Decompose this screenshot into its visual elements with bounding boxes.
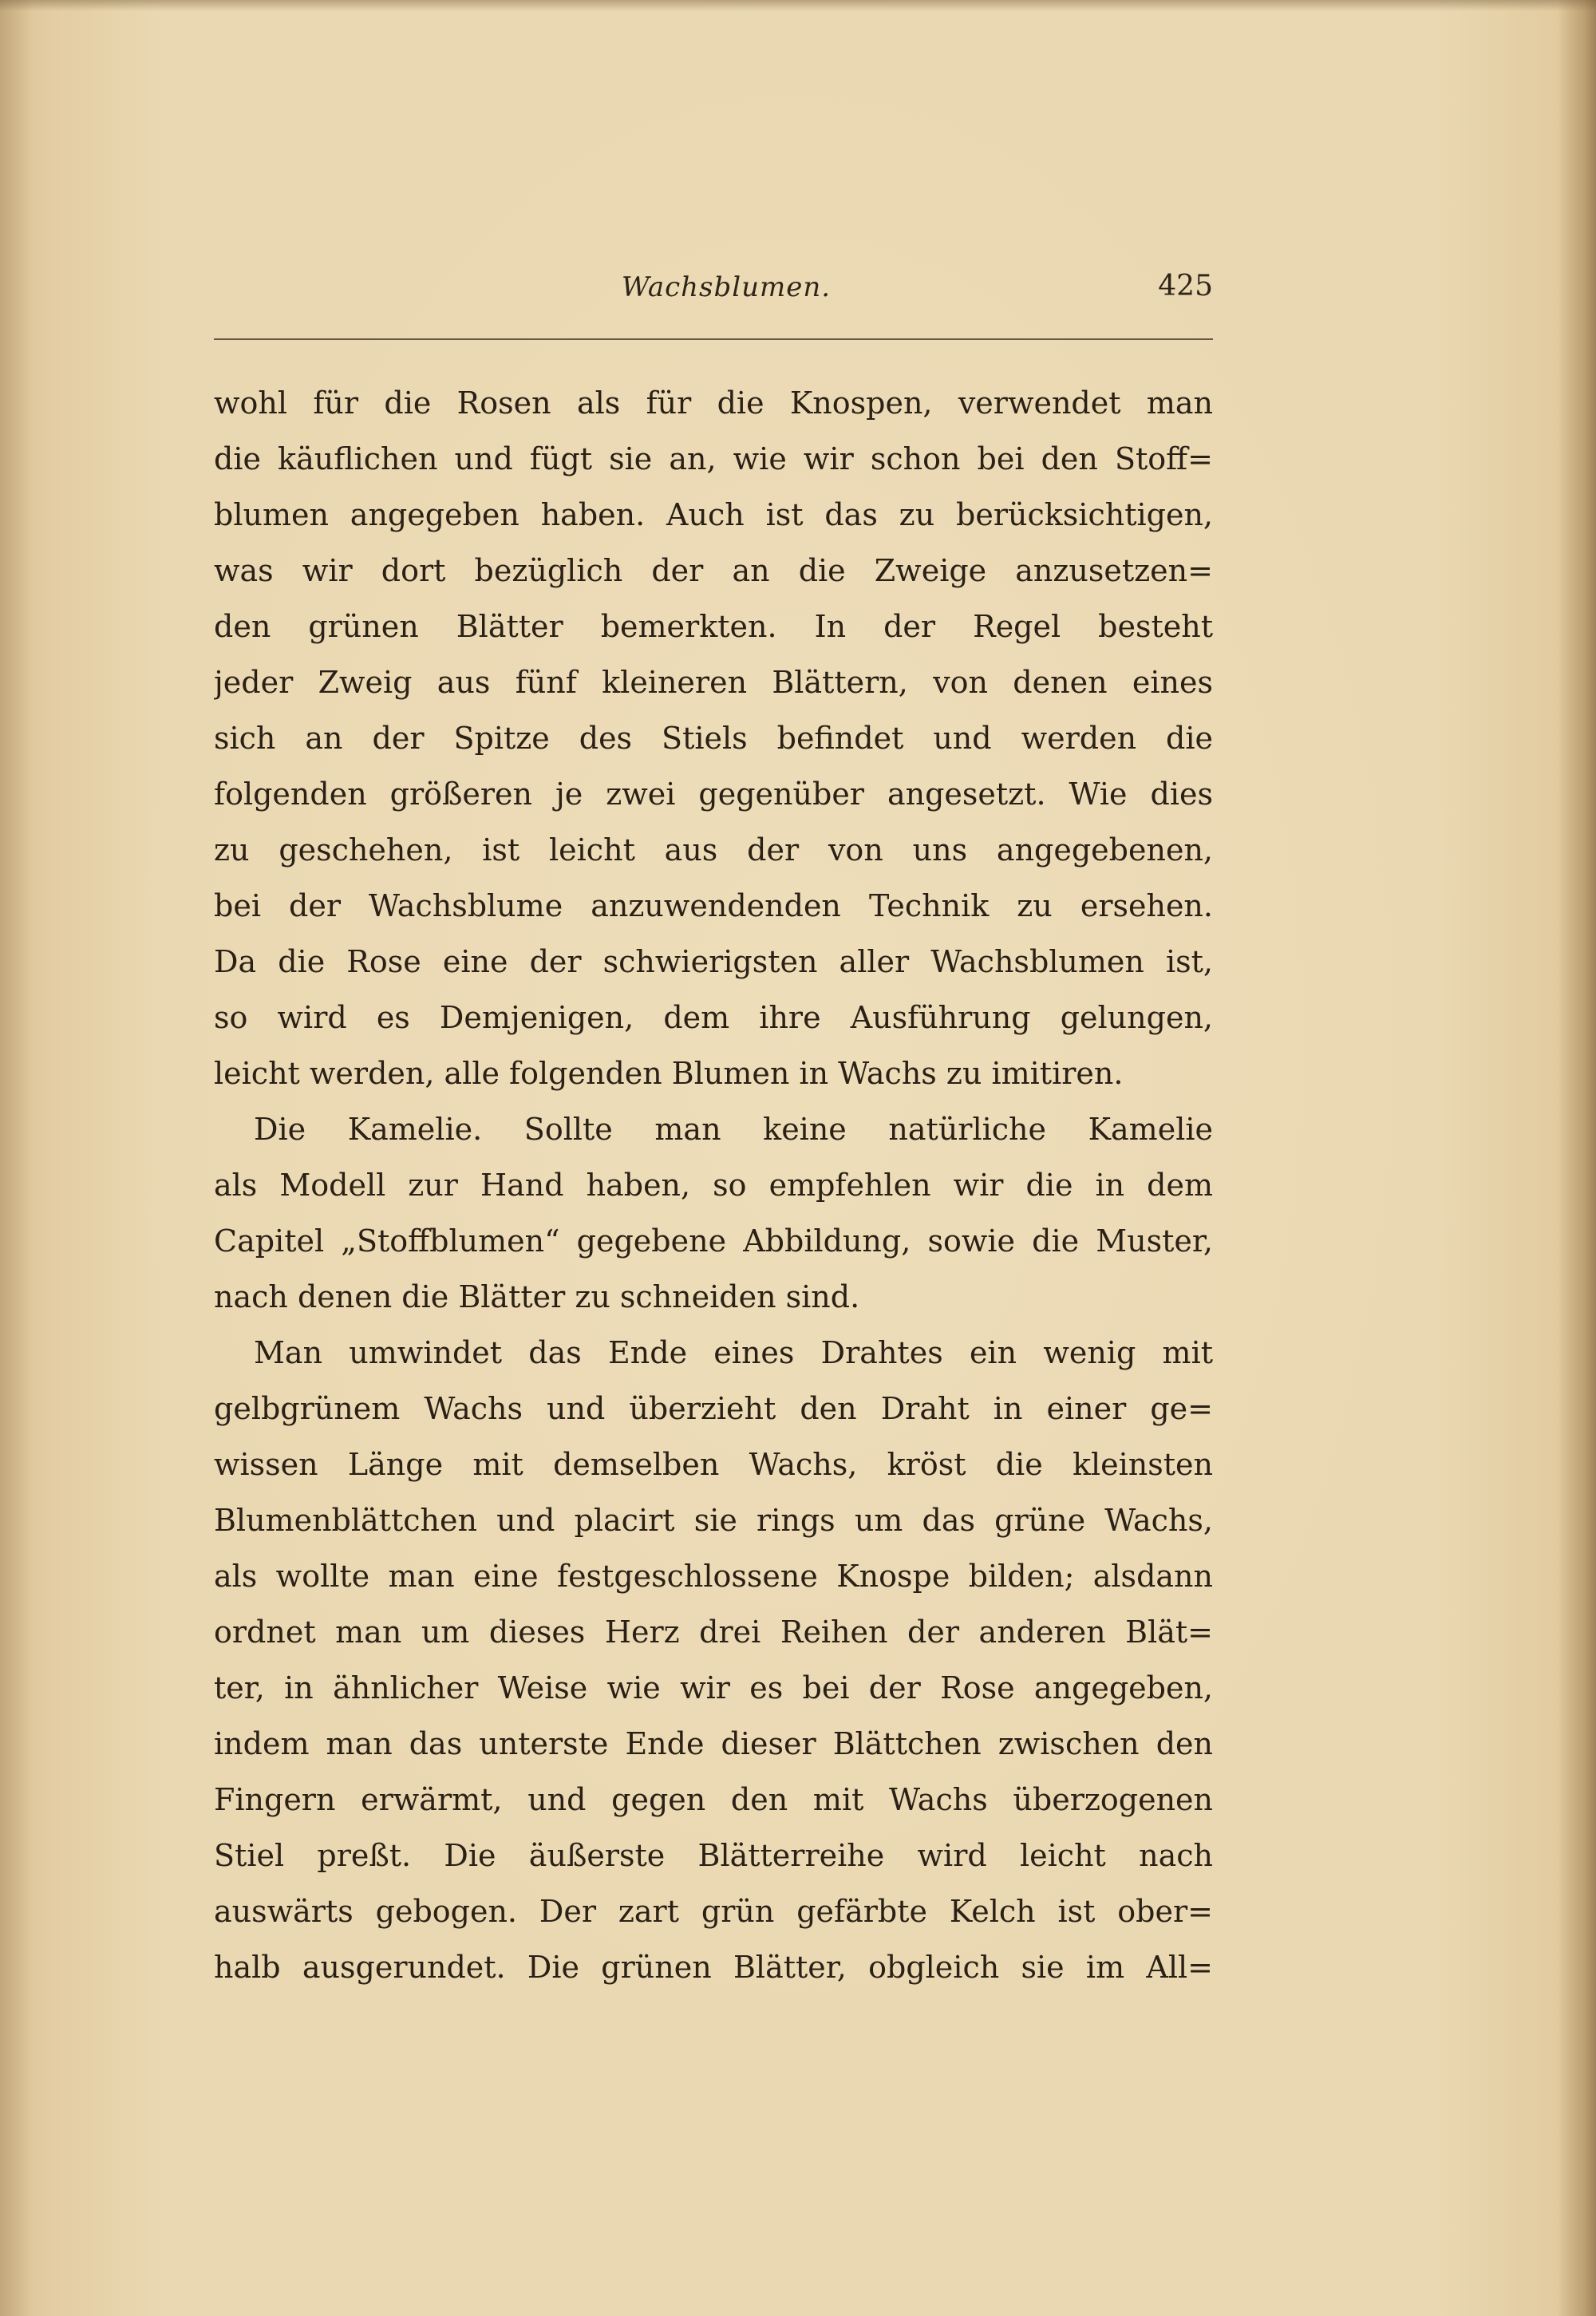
text-line: was wir dort bezüglich der an die Zweige anzusetzen=: [214, 553, 1213, 588]
text-line: wissen Länge mit demselben Wachs, kröst die kleinsten: [214, 1447, 1213, 1482]
text-line: sich an der Spitze des Stiels befindet und werden die: [214, 721, 1213, 756]
text-line: als wollte man eine festgeschlossene Knospe bilden; alsdann: [214, 1559, 1213, 1594]
text-line: Capitel „Stoffblumen“ gegebene Abbildung, sowie die Muster,: [214, 1223, 1213, 1259]
page-shadow-left: [0, 0, 32, 2316]
text-line: als Modell zur Hand haben, so empfehlen wir die in dem: [214, 1168, 1213, 1203]
text-line: indem man das unterste Ende dieser Blättchen zwischen den: [214, 1726, 1213, 1761]
header-rule: [214, 338, 1213, 340]
page-number: 425: [1158, 270, 1213, 302]
text-line: ter, in ähnlicher Weise wie wir es bei der Rose angegeben,: [214, 1670, 1213, 1705]
page-shadow-top: [0, 0, 1596, 11]
text-line: nach denen die Blätter zu schneiden sind.: [214, 1279, 860, 1314]
text-line: Man umwindet das Ende eines Drahtes ein wenig mit: [254, 1335, 1213, 1370]
text-line: die käuflichen und fügt sie an, wie wir schon bei den Stoff=: [214, 441, 1213, 476]
text-line: Stiel preßt. Die äußerste Blätterreihe wird leicht nach: [214, 1838, 1213, 1873]
text-line: blumen angegeben haben. Auch ist das zu berücksichtigen,: [214, 497, 1213, 532]
text-line: jeder Zweig aus fünf kleineren Blättern, von denen eines: [214, 665, 1213, 700]
text-line: halb ausgerundet. Die grünen Blätter, obgleich sie im All=: [214, 1950, 1213, 1985]
text-line: ordnet man um dieses Herz drei Reihen der anderen Blät=: [214, 1614, 1213, 1650]
text-line: wohl für die Rosen als für die Knospen, verwendet man: [214, 385, 1213, 421]
text-line: so wird es Demjenigen, dem ihre Ausführung gelungen,: [214, 1000, 1213, 1035]
text-line: zu geschehen, ist leicht aus der von uns angegebenen,: [214, 832, 1213, 868]
text-line: leicht werden, alle folgenden Blumen in Wachs zu imitiren.: [214, 1056, 1124, 1091]
text-line: Die Kamelie. Sollte man keine natürliche Kamelie: [254, 1112, 1213, 1147]
text-line: Da die Rose eine der schwierigsten aller Wachsblumen ist,: [214, 944, 1213, 979]
text-line: Blumenblättchen und placirt sie rings um das grüne Wachs,: [214, 1503, 1213, 1538]
text-line: den grünen Blätter bemerkten. In der Regel besteht: [214, 609, 1213, 644]
text-line: auswärts gebogen. Der zart grün gefärbte Kelch ist ober=: [214, 1894, 1213, 1929]
text-line: bei der Wachsblume anzuwendenden Technik zu ersehen.: [214, 888, 1213, 923]
text-line: folgenden größeren je zwei gegenüber angesetzt. Wie dies: [214, 777, 1213, 812]
running-title: Wachsblumen.: [621, 271, 832, 303]
page-edge-right: [1558, 0, 1596, 2316]
text-line: Fingern erwärmt, und gegen den mit Wachs überzogenen: [214, 1782, 1213, 1817]
body-text: [214, 375, 1213, 1995]
text-line: gelbgrünem Wachs und überzieht den Draht in einer ge=: [214, 1391, 1213, 1426]
